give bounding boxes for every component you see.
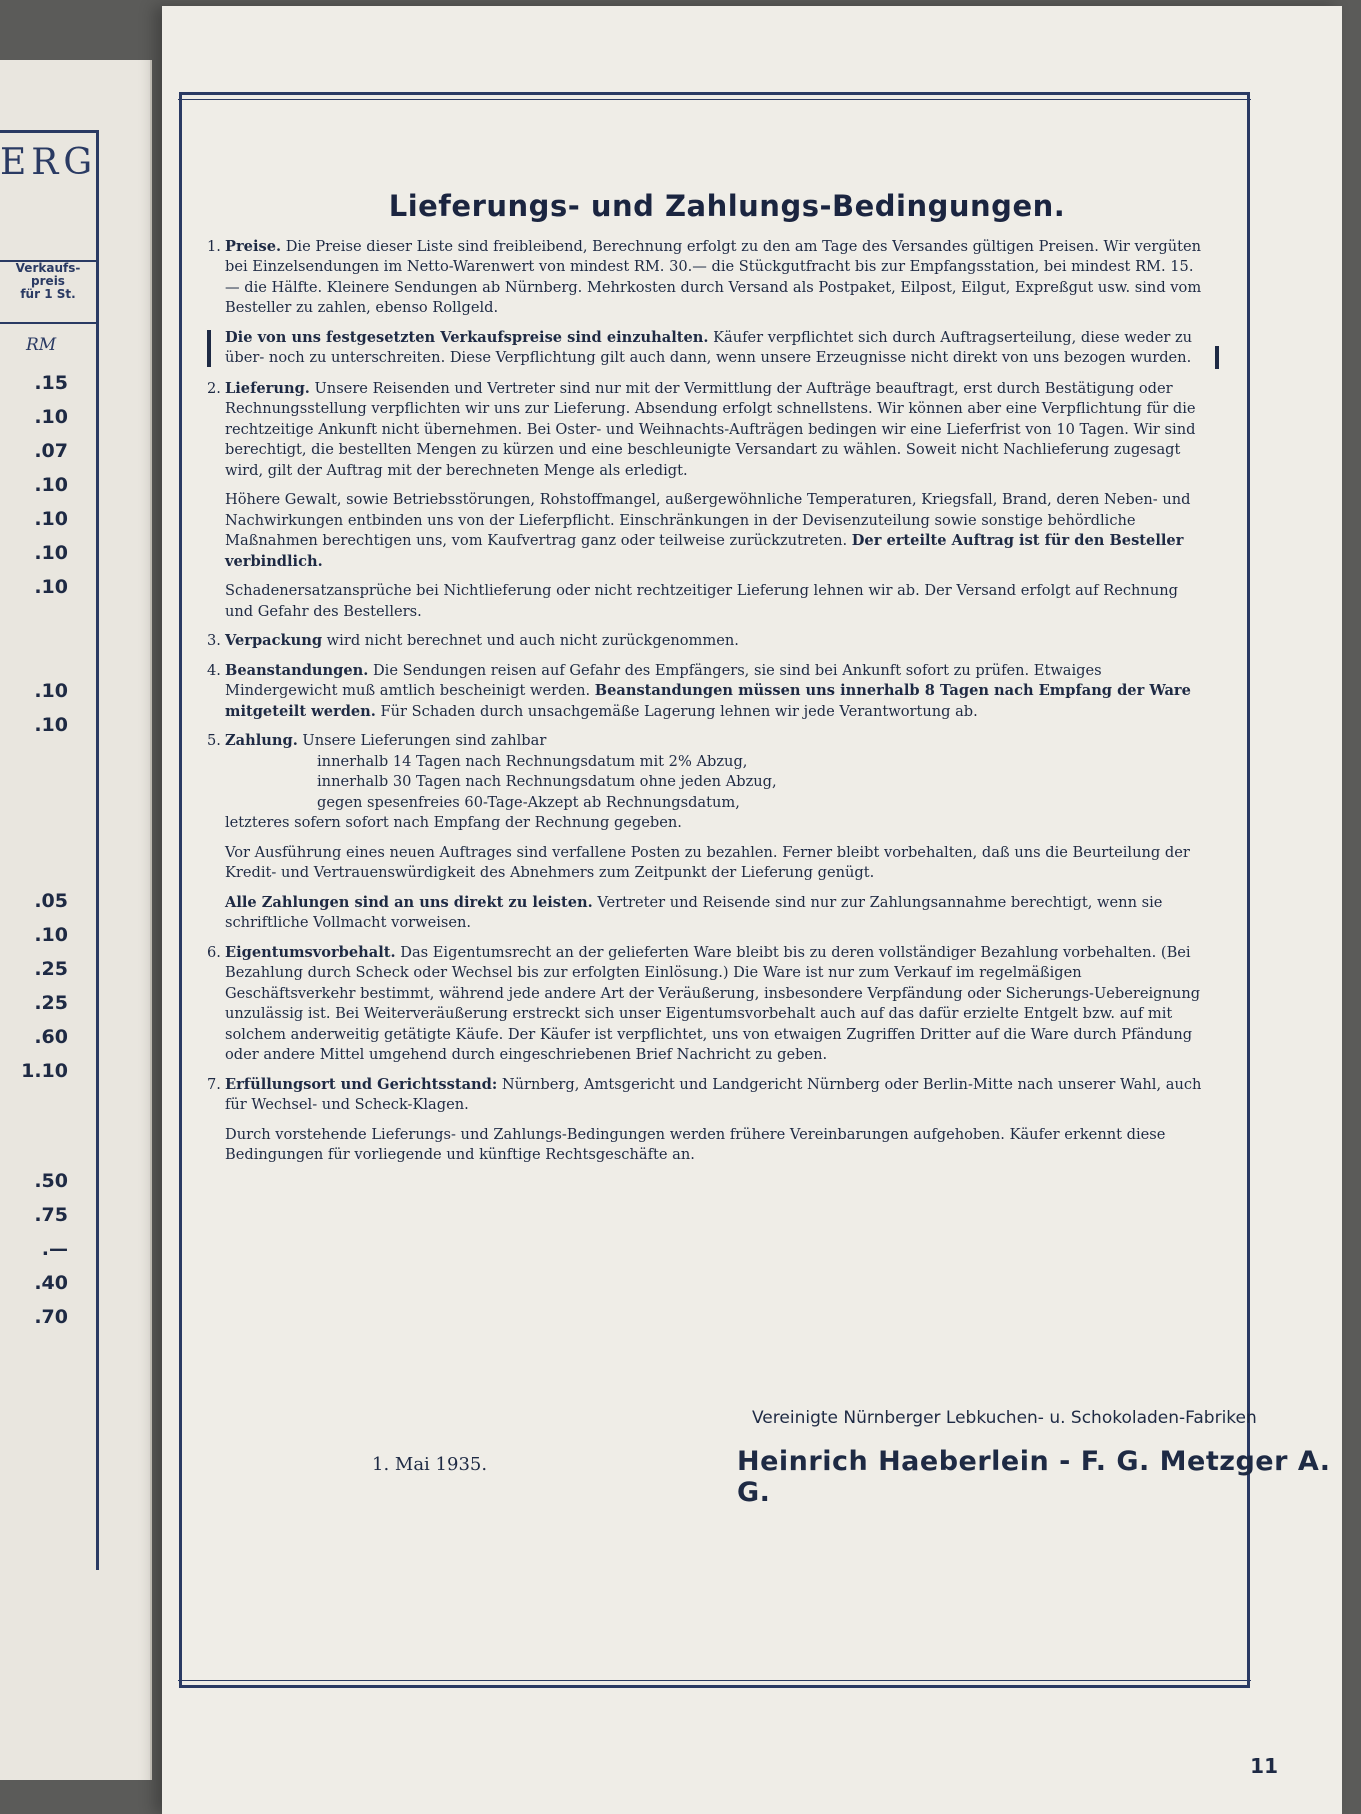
price-value: .15: [34, 372, 68, 394]
section-number: 3.: [207, 632, 221, 649]
section-number: 7.: [207, 1075, 221, 1093]
section-verpackung: [207, 631, 1207, 652]
left-title-fragment: ERG: [0, 142, 98, 183]
section-number: 2.: [207, 379, 221, 397]
closing-paragraph: Durch vorstehende Lieferungs- und Zahlungs-Bedingungen werden frühere Vereinbarungen aufgehoben. Käufer erkennt diese Bedingungen für vorliegende und künftige Rechtsgeschäfte an.: [225, 1125, 1166, 1163]
section-title: Erfüllungsort und Gerichtsstand:: [225, 1075, 498, 1093]
left-page: [0, 60, 152, 1780]
section-number: 5.: [207, 732, 221, 749]
section-zahlung: [207, 731, 1207, 834]
price-value: .10: [34, 474, 68, 496]
notice-text: Käufer verpflichtet sich durch Auftragserteilung, diese weder zu über- noch zu unterschreiten. Diese Verpflichtung gilt auch dann, wenn unsere Erzeugnisse nicht direkt von uns bezogen wurden.: [225, 328, 1193, 366]
section-paragraph: [207, 490, 1207, 572]
price-binding-notice: [207, 328, 1207, 369]
page-number: 11: [1250, 1754, 1278, 1778]
price-value: .50: [34, 1170, 68, 1192]
paragraph-text: Vertreter und Reisende sind nur zur Zahlungsannahme berechtigt, wenn sie schriftliche Vollmacht vorweisen.: [225, 893, 1163, 931]
price-value: .70: [34, 1306, 68, 1328]
section-text: Für Schaden durch unsachgemäße Lagerung lehnen wir jede Verantwortung ab.: [375, 702, 978, 720]
section-text: Das Eigentumsrecht an der gelieferten Ware bleibt bis zu deren vollständiger Bezahlung vorbehalten. (Bei Bezahlung durch Scheck oder Wechsel bis zur erfolgten Einlösung.) Die Ware ist nur zum Verkauf im regelmäßigen Geschäftsverkehr bestimmt, während jede andere Art der Veräußerung, insbesondere Verpfändung oder Sicherungs-Uebereignung unzulässig ist. Bei Weiterveräußerung erstreckt sich unser Eigentumsvorbehalt auch auf das dafür erzielte Entgelt bzw. auf mit solchem anderweitig getätigte Käufe. Der Käufer ist verpflichtet, uns von etwaigen Zugriffen Dritter auf die Ware durch Pfändung oder andere Mittel umgehend durch eingeschriebenen Brief Nachricht zu geben.: [225, 943, 1201, 1063]
left-frame-border-vertical: [96, 130, 99, 1570]
section-lieferung: [207, 379, 1207, 482]
document-date: 1. Mai 1935.: [372, 1454, 488, 1475]
terms-content: [207, 189, 1207, 1175]
section-text: wird nicht berechnet und auch nicht zurückgenommen.: [322, 632, 739, 649]
price-value: .—: [41, 1238, 68, 1260]
payment-term-note: letzteres sofern sofort nach Empfang der Rechnung gegeben.: [225, 814, 682, 831]
payment-term: innerhalb 30 Tagen nach Rechnungsdatum ohne jeden Abzug,: [317, 773, 777, 790]
section-title: Beanstandungen.: [225, 661, 369, 679]
price-value: .10: [34, 406, 68, 428]
left-divider: [0, 322, 96, 324]
section-number: 4.: [207, 661, 221, 679]
price-value: .10: [34, 714, 68, 736]
section-number: 1.: [207, 237, 221, 255]
paragraph-bold: Alle Zahlungen sind an uns direkt zu leisten.: [225, 893, 593, 911]
section-title: Verpackung: [225, 632, 323, 649]
price-value: .60: [34, 1026, 68, 1048]
section-bold: Beanstandungen müssen uns innerhalb 8 Tagen nach Empfang der Ware mitgeteilt werden.: [225, 682, 1191, 720]
price-value: .25: [34, 992, 68, 1014]
notice-bold: Die von uns festgesetzten Verkaufspreise sind einzuhalten.: [225, 328, 709, 346]
price-value: .10: [34, 508, 68, 530]
price-value: .10: [34, 924, 68, 946]
section-title: Lieferung.: [225, 379, 310, 397]
paragraph-bold: Der erteilte Auftrag ist für den Besteller verbindlich.: [225, 532, 1184, 570]
section-eigentumsvorbehalt: [207, 943, 1207, 1066]
page-heading: Lieferungs- und Zahlungs-Bedingungen.: [388, 189, 1066, 223]
price-value: .10: [34, 680, 68, 702]
section-paragraph: [207, 893, 1207, 934]
section-number: 6.: [207, 943, 221, 961]
right-page: [162, 6, 1342, 1814]
paragraph-text: Höhere Gewalt, sowie Betriebsstörungen, Rohstoffmangel, außergewöhnliche Temperaturen, Kriegsfall, Brand, deren Neben- und Nachwirkungen entbinden uns von der Lieferpflicht. Einschränkungen in der Devisenzuteilung sowie sonstige behördliche Maßnahmen berechtigen uns, vom Kaufvertrag ganz oder teilweise zurückzutreten.: [225, 491, 1191, 549]
company-line: Vereinigte Nürnberger Lebkuchen- u. Schokoladen-Fabriken: [752, 1408, 1257, 1428]
price-value: .25: [34, 958, 68, 980]
section-title: Zahlung.: [225, 732, 298, 749]
payment-term: gegen spesenfreies 60-Tage-Akzept ab Rechnungsdatum,: [317, 793, 740, 811]
price-value: 1.10: [21, 1060, 68, 1082]
section-beanstandungen: [207, 661, 1207, 723]
left-column-header: Verkaufs- preis für 1 St.: [15, 261, 81, 301]
firm-name: Heinrich Haeberlein - F. G. Metzger A. G.: [737, 1446, 1331, 1508]
section-title: Eigentumsvorbehalt.: [225, 943, 396, 961]
section-text: Die Preise dieser Liste sind freibleibend, Berechnung erfolgt zu den am Tage des Versandes gültigen Preisen. Wir vergüten bei Einzelsendungen im Netto-Warenwert von mindest RM. 30.— die Stückgutfracht bis zur Empfangsstation, bei mindest RM. 15.— die Hälfte. Kleinere Sendungen ab Nürnberg. Mehrkosten durch Versand als Postpaket, Eilpost, Eilgut, Expreßgut usw. sind vom Besteller zu zahlen, ebenso Rollgeld.: [225, 237, 1202, 316]
section-paragraph: Schadenersatzansprüche bei Nichtlieferung oder nicht rechtzeitiger Lieferung lehnen wir ab. Der Versand erfolgt auf Rechnung und Gefahr des Bestellers.: [225, 582, 1178, 620]
section-title: Preise.: [225, 237, 282, 255]
price-value: .40: [34, 1272, 68, 1294]
section-text: Unsere Lieferungen sind zahlbar: [297, 732, 547, 749]
price-value: .05: [34, 890, 68, 912]
payment-term: innerhalb 14 Tagen nach Rechnungsdatum mit 2% Abzug,: [317, 752, 748, 770]
section-text: Die Sendungen reisen auf Gefahr des Empfängers, sie sind bei Ankunft sofort zu prüfen. Etwaiges Mindergewicht muß amtlich bescheinigt werden.: [225, 661, 1102, 699]
price-value: .75: [34, 1204, 68, 1226]
section-text: Unsere Reisenden und Vertreter sind nur mit der Vermittlung der Aufträge beauftragt, erst durch Bestätigung oder Rechnungsstellung verpflichten wir uns zur Lieferung. Absendung erfolgt schnellstens. Wir können aber eine Verpflichtung für die rechtzeitige Ankunft nicht übernehmen. Bei Oster- und Weihnachts-Aufträgen bedingen wir eine Lieferfrist von 10 Tagen. Wir sind berechtigt, die bestellten Mengen zu kürzen und eine beschleunigte Versandart zu wählen. Soweit nicht Nachlieferung zugesagt wird, gilt der Auftrag mit der berechneten Menge als erledigt.: [225, 379, 1196, 479]
section-preise: [207, 237, 1207, 319]
section-text: Nürnberg, Amtsgericht und Landgericht Nürnberg oder Berlin-Mitte nach unserer Wahl, auch für Wechsel- und Scheck-Klagen.: [225, 1075, 1202, 1113]
price-value: .07: [34, 440, 68, 462]
left-currency-label: RM: [26, 335, 57, 355]
section-erfuellungsort: [207, 1075, 1207, 1116]
price-value: .10: [34, 576, 68, 598]
left-frame-border: [0, 130, 98, 133]
price-value: .10: [34, 542, 68, 564]
section-paragraph: Vor Ausführung eines neuen Auftrages sind verfallene Posten zu bezahlen. Ferner bleibt vorbehalten, daß uns die Beurteilung der Kredit- und Vertrauenswürdigkeit des Abnehmers zum Zeitpunkt der Lieferung genügt.: [225, 843, 1190, 881]
